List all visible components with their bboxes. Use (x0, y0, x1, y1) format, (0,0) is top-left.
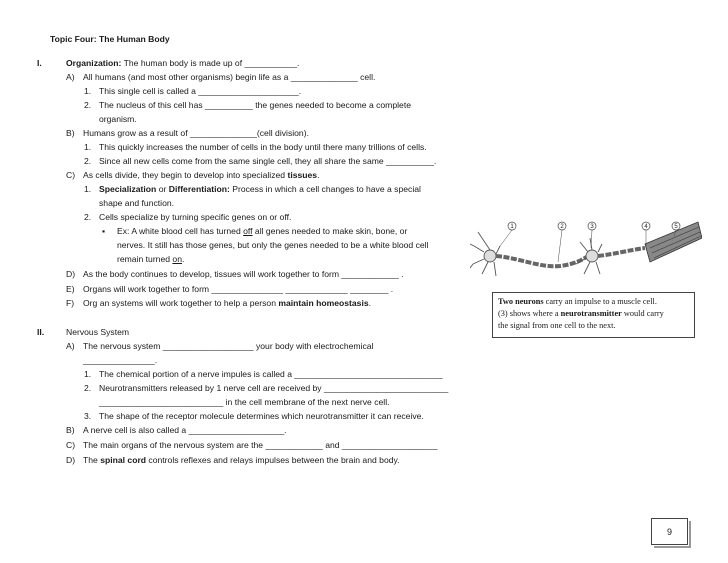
item-2a3-marker: 3. (84, 411, 92, 421)
item-2c-text: The main organs of the nervous system are the ____________ and ____________________ (83, 440, 438, 450)
section-1-number: I. (37, 58, 42, 68)
item-1c2-text: Cells specialize by turning specific genes on or off. (99, 212, 292, 222)
diagram-label-5: 5 (674, 224, 678, 230)
item-2b-marker: B) (66, 425, 75, 435)
item-1a2-continued: organism. (99, 114, 137, 124)
item-1b1-text: This quickly increases the number of cells in the body until there many trillions of cells. (99, 142, 427, 152)
section-2-heading: Nervous System (66, 327, 130, 337)
item-1a1-marker: 1. (84, 86, 92, 96)
item-2c-marker: C) (66, 440, 76, 450)
item-1b-marker: B) (66, 128, 75, 138)
item-1a2-text: The nucleus of this cell has __________ the genes needed to become a complete (99, 100, 411, 110)
item-1a-marker: A) (66, 72, 75, 82)
item-1d-text: As the body continues to develop, tissues will work together to form ____________ . (83, 269, 404, 279)
neuron-diagram (470, 216, 702, 288)
item-2d-text: The spinal cord controls reflexes and relays impulses between the brain and body. (83, 455, 400, 465)
diagram-label-1: 1 (510, 224, 514, 230)
item-2a-marker: A) (66, 341, 75, 351)
section-2-number: II. (37, 327, 45, 337)
diagram-caption: Two neurons carry an impulse to a muscle cell. (3) shows where a neurotransmitter would carry the signal from one cell to the next. (492, 292, 695, 338)
item-1b2-marker: 2. (84, 156, 92, 166)
item-1a1-text: This single cell is called a _____________________. (99, 86, 302, 96)
page-number: 9 (651, 518, 688, 545)
item-1f-text: Org an systems will work together to help a person maintain homeostasis. (83, 298, 372, 308)
item-2a-continued: _______________. (83, 355, 158, 365)
item-1b-text: Humans grow as a result of ______________(cell division). (83, 128, 309, 138)
item-1c-text: As cells divide, they begin to develop into specialized tissues. (83, 170, 320, 180)
item-1f-marker: F) (66, 298, 75, 308)
diagram-label-3: 3 (590, 224, 594, 230)
item-1a-text: All humans (and most other organisms) begin life as a ______________ cell. (83, 72, 376, 82)
item-1a2-marker: 2. (84, 100, 92, 110)
item-2a1-marker: 1. (84, 369, 92, 379)
item-2a2-text: Neurotransmitters released by 1 nerve cell are received by __________________________ (99, 383, 449, 393)
item-1b2-text: Since all new cells come from the same single cell, they all share the same __________. (99, 156, 437, 166)
item-1e-marker: E) (66, 284, 75, 294)
axon-1 (496, 256, 588, 266)
item-2a-text: The nervous system ___________________ your body with electrochemical (83, 341, 374, 351)
item-1c1-continued: shape and function. (99, 198, 175, 208)
example-text-line2: nerves. It still has those genes, but only the genes needed to be a white blood cell (117, 240, 429, 250)
item-1b1-marker: 1. (84, 142, 92, 152)
example-text-line3: remain turned on. (117, 254, 185, 264)
item-1c1-marker: 1. (84, 184, 92, 194)
diagram-label-4: 4 (644, 224, 648, 230)
item-2a2-continued: __________________________ in the cell membrane of the next nerve cell. (99, 397, 390, 407)
neuron-1-icon (470, 232, 500, 276)
section-1-heading: Organization: The human body is made up of ___________. (66, 58, 300, 68)
topic-title: Topic Four: The Human Body (50, 34, 170, 44)
item-1d-marker: D) (66, 269, 76, 279)
item-1c1-text: Specialization or Differentiation: Process in which a cell changes to have a special (99, 184, 421, 194)
bullet-icon: ▪ (102, 226, 106, 236)
diagram-label-2: 2 (560, 224, 564, 230)
item-2b-text: A nerve cell is also called a ____________________. (83, 425, 287, 435)
item-1e-text: Organs will work together to form _______________ _____________ ________ . (83, 284, 394, 294)
item-1c-marker: C) (66, 170, 76, 180)
item-2d-marker: D) (66, 455, 76, 465)
item-2a3-text: The shape of the receptor molecule determines which neurotransmitter it can receive. (99, 411, 424, 421)
item-2a2-marker: 2. (84, 383, 92, 393)
example-text: Ex: A white blood cell has turned off all genes needed to make skin, bone, or (117, 226, 408, 236)
item-2a1-text: The chemical portion of a nerve impules is called a _______________________________ (99, 369, 443, 379)
item-1c2-marker: 2. (84, 212, 92, 222)
axon-2 (598, 248, 645, 256)
